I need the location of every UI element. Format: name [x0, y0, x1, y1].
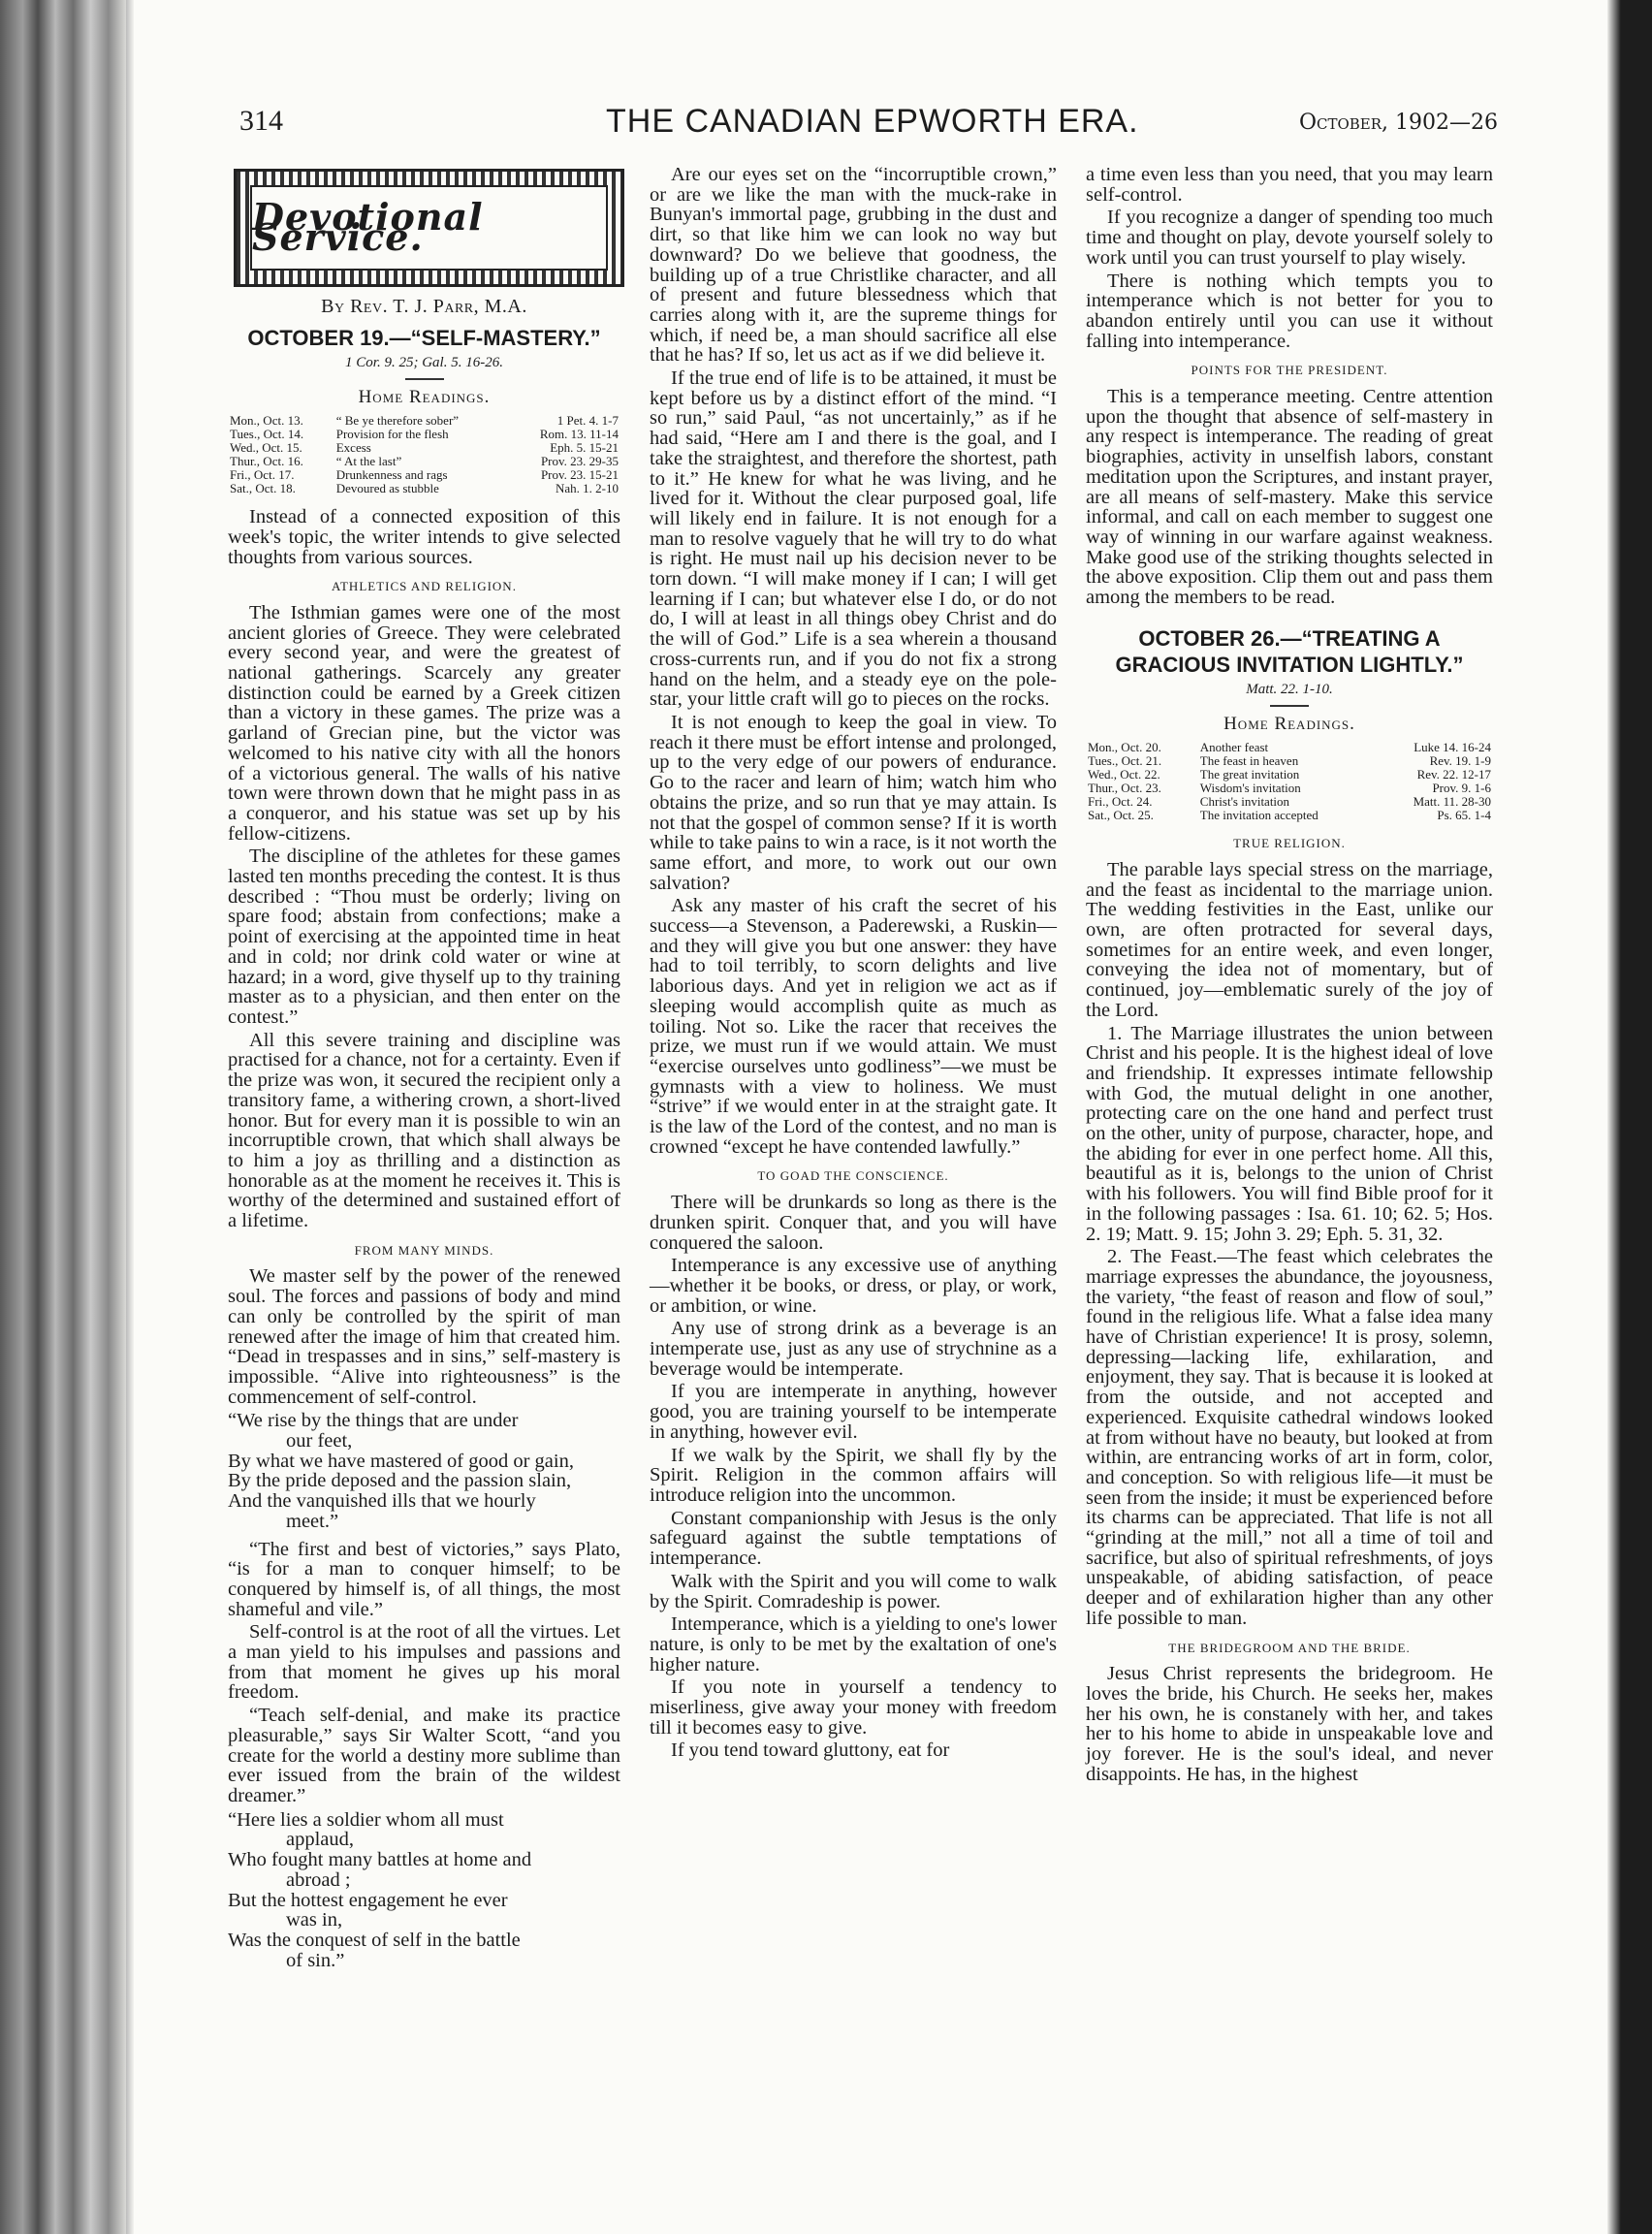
reading-day: Tues., Oct. 21.	[1088, 753, 1162, 769]
reading-ref: Matt. 11. 28-30	[1413, 794, 1491, 810]
reading-row	[1086, 754, 1493, 768]
paragraph: The parable lays special stress on the marriage, and the feast as incidental to the marriage union. The wedding festivities in the East, unlike our own, are often protracted for several days, sometimes for an entire week, and even longer, conveying the idea not of momentary, but of continued, joy—emblematic surely of the joy of the Lord.	[1086, 858, 1493, 1021]
reading-ref: Luke 14. 16-24	[1414, 740, 1491, 755]
reading-row	[228, 455, 620, 468]
paragraph: It is not enough to keep the goal in view. To reach it there must be effort intense and prolonged, up to the very edge of our powers of endurance. Go to the racer and learn of him; watch him who obtains the prize, and so run that ye may attain. Is not that the gospel of common sense? If it is worth while to take pains to win a race, is it not worth the same effort, and more, to work out our own salvation?	[650, 711, 1057, 894]
topic-heading: OCTOBER 19.—“SELF-MASTERY.”	[247, 325, 601, 350]
poem-line: of sin.”	[286, 1949, 345, 1971]
reading-row	[228, 468, 620, 482]
reading-ref: Rom. 13. 11-14	[539, 427, 619, 442]
paragraph: Any use of strong drink as a beverage is an intemperate use, just as any use of strychnine as a beverage would be intemperate.	[650, 1318, 1057, 1380]
reading-ref: Nah. 1. 2-10	[556, 481, 619, 496]
paragraph: Ask any master of his craft the secret of his success—a Stevenson, a Paderewski, a Ruskin—and they will give you but one answer: they have had to toil terribly, to scorn delights and live laborious days. And yet in religion we act as if sleeping would accomplish quite as much as toiling. Not so. Like the racer that receives the prize, we must run if we would attain. We must “exercise ourselves unto godliness”—we must be gymnasts with a view to holiness. We must “strive” if we would enter in at the straight gate. It is the law of the Lord of the contest, and no man is crowned “except he have contended lawfully.”	[650, 895, 1057, 1158]
paragraph: Jesus Christ represents the bridegroom. He loves the bride, his Church. He seeks her, makes her his own, he is constanely with her, and takes her to his home to abide in unspeakable love and joy forever. He is the soul's ideal, and never disappoints. He has, in the highest	[1086, 1663, 1493, 1785]
topic-reference: Matt. 22. 1-10.	[1246, 681, 1333, 697]
paragraph: Walk with the Spirit and you will come to walk by the Spirit. Comradeship is power.	[650, 1570, 1057, 1612]
reading-row	[228, 428, 620, 441]
journal-title: THE CANADIAN EPWORTH ERA.	[606, 103, 1139, 140]
reading-day: Wed., Oct. 22.	[1088, 767, 1160, 782]
reading-ref: Eph. 5. 15-21	[550, 440, 619, 456]
paragraph: There will be drunkards so long as there is the drunken spirit. Conquer that, and you will have conquered the saloon.	[650, 1192, 1057, 1254]
reading-text: The invitation accepted	[1199, 808, 1318, 823]
paragraph: Are our eyes set on the “incorruptible crown,” or are we like the man with the muck-rake in Bunyan's immortal page, grubbing in the dust and dirt, so that like him we can look no way but downward? Do we believe that goodness, the building up of a true Christlike character, and all of present and future blessedness which that carries along with it, are the supreme things for which, if need be, a man should sacrifice all else that he has? If so, let us act as if we did believe it.	[650, 164, 1057, 367]
reading-text: Wisdom's invitation	[1199, 781, 1301, 796]
reading-day: Sat., Oct. 18.	[230, 481, 296, 496]
column-2	[650, 165, 1057, 1764]
reading-ref: Prov. 9. 1-6	[1432, 781, 1491, 796]
paragraph: If you recognize a danger of spending too much time and thought on play, devote yourself solely to work until you can trust yourself to play wisely.	[1086, 207, 1493, 269]
running-header	[228, 105, 1517, 147]
reading-day: Fri., Oct. 24.	[1088, 794, 1153, 810]
reading-text: The feast in heaven	[1199, 753, 1299, 769]
reading-text: “ Be ye therefore sober”	[335, 413, 460, 429]
reading-day: Thur., Oct. 16.	[230, 454, 303, 469]
paragraph: Constant companionship with Jesus is the only safeguard against the subtle temptations of intemperance.	[650, 1507, 1057, 1570]
reading-ref: Ps. 65. 1-4	[1437, 808, 1491, 823]
poem-line: By the pride deposed and the passion slain,	[228, 1470, 572, 1492]
poem-line: was in,	[286, 1909, 343, 1931]
reading-day: Sat., Oct. 25.	[1088, 808, 1154, 823]
divider	[1270, 705, 1309, 707]
paragraph: 2. The Feast.—The feast which celebrates the marriage expresses the abundance, the joyousness, the variety, “the feast of reason and flow of soul,” found in the religious life. What a false idea many have of Christian experience! It is prosy, solemn, depressing—lacking life, exhilaration, and enjoyment, they say. That is because it is looked at from the outside, and not accepted and experienced. Exquisite cathedral windows looked at from without have no beauty, but looked at from within, are entrancing works of art in form, color, and conception. So with religious life—it must be seen from the inside; it must be experienced before its charms can be appreciated. That life is not all “grinding at the mill,” not all a time of toil and sacrifice, but also of spiritual refreshments, of joys unspeakable, of abiding satisfaction, of peace deeper and of exhilaration higher than any other life possible to man.	[1086, 1246, 1493, 1629]
reading-text: Christ's invitation	[1199, 794, 1290, 810]
paragraph: Instead of a connected exposition of this week's topic, the writer intends to give selected thoughts from various sources.	[228, 506, 620, 568]
reading-row	[228, 441, 620, 455]
paragraph: “Teach self-denial, and make its practice pleasurable,” says Sir Walter Scott, “and you create for the world a destiny more sublime than ever issued from the brain of the wildest dreamer.”	[228, 1705, 620, 1806]
poem-quote	[228, 1810, 620, 1971]
paragraph: a time even less than you need, that you may learn self-control.	[1086, 164, 1493, 206]
paragraph: This is a temperance meeting. Centre attention upon the thought that absence of self-mastery in any respect is intemperance. The reading of great biographies, activity in unselfish labors, constant meditation upon the Scriptures, and instant prayer, are all means of self-mastery. Make this service informal, and call on each member to suggest one way of winning in our warfare against weakness. Make good use of the striking thoughts selected in the above exposition. Clip them out and pass them among the members to be read.	[1086, 386, 1493, 609]
paragraph: If you are intemperate in anything, however good, you are training yourself to be intemperate in anything, however evil.	[650, 1381, 1057, 1443]
poem-quote	[228, 1411, 620, 1531]
subheading: POINTS FOR THE PRESIDENT.	[1191, 363, 1388, 378]
poem-line: applaud,	[286, 1829, 355, 1851]
issue-date: October, 1902—26	[1298, 111, 1498, 135]
paragraph: If the true end of life is to be attained, it must be kept before us by a distinct effort of the mind. “I so run,” said Paul, “as not uncertainly,” as if he had said, “Here am I and there is the goal, and I take the straightest, and therefore the shortest, path to it.” He knew for what he was living, and he lived for it. Without the clear purposed goal, life will likely end in failure. It is not enough for a man to resolve vaguely that he will try to do what is right. He must nail up his decision never to be torn down. “I will make money if I can; I will get learning if I can; but whatever else I do, or do not do, I will at least in all things obey Christ and do the will of God.” Life is a sea wherein a thousand cross-currents run, and if you do not fix a strong hand on the helm, and a steady eye on the pole-star, your little craft will go to pieces on the rocks.	[650, 367, 1057, 711]
subheading: TO GOAD THE CONSCIENCE.	[757, 1168, 949, 1184]
divider	[405, 378, 444, 380]
reading-row	[1086, 741, 1493, 754]
paragraph: Intemperance, which is a yielding to one's lower nature, is only to be met by the exaltation of one's higher nature.	[650, 1613, 1057, 1676]
subheading: TRUE RELIGION.	[1233, 836, 1346, 851]
reading-row	[1086, 768, 1493, 782]
page	[228, 0, 1517, 2234]
poem-line: meet.”	[286, 1510, 339, 1532]
poem-line: our feet,	[286, 1430, 353, 1452]
reading-text: Drunkenness and rags	[335, 467, 448, 483]
topic-heading: OCTOBER 26.—“TREATING A GRACIOUS INVITATION LIGHTLY.”	[1115, 625, 1464, 677]
reading-row	[228, 482, 620, 495]
reading-day: Wed., Oct. 15.	[230, 440, 302, 456]
subheading: ATHLETICS AND RELIGION.	[332, 579, 517, 594]
column-1	[228, 165, 620, 1978]
reading-day: Mon., Oct. 20.	[1088, 740, 1161, 755]
paragraph: The discipline of the athletes for these games lasted ten months preceding the contest. It is thus described : “Thou must be orderly; living on spare food; abstain from confections; make a point of exercising at the appointed time in heat and in cold; nor drink cold water or wine at hazard; in a word, give thyself up to thy training master as to a physician, and then enter on the contest.”	[228, 846, 620, 1028]
paragraph: We master self by the power of the renewed soul. The forces and passions of body and mind can only be controlled by the spirit of man renewed after the image of him that created him. “Dead in trespasses and in sins,” self-mastery is impossible. “Alive into righteousness” is the commencement of self-control.	[228, 1265, 620, 1408]
paragraph: There is nothing which tempts you to intemperance which is not better for you to abandon entirely until you can use it without falling into intemperance.	[1086, 270, 1493, 352]
reading-ref: Rev. 22. 12-17	[1416, 767, 1491, 782]
section-title-frame	[234, 169, 624, 287]
reading-row	[1086, 809, 1493, 822]
home-readings-table	[1086, 741, 1493, 822]
reading-ref: 1 Pet. 4. 1-7	[556, 413, 619, 429]
reading-ref: Rev. 19. 1-9	[1429, 753, 1491, 769]
section-title: Devotional Service.	[252, 195, 484, 259]
reading-day: Fri., Oct. 17.	[230, 467, 295, 483]
paragraph: All this severe training and discipline was practised for a chance, not for a certainty. Even if the prize was won, it secured the recipient only a transitory fame, a withering crown, a short-lived honor. But for every man it is possible to win an incorruptible crown, that which shall always be to him a joy as thrilling and a distinction as honorable as at the moment he receives it. This is worthy of the determined and sustained effort of a lifetime.	[228, 1029, 620, 1232]
reading-text: Excess	[335, 440, 371, 456]
poem-line: Was the conquest of self in the battle	[228, 1929, 521, 1951]
paragraph: 1. The Marriage illustrates the union between Christ and his people. It is the highest ideal of love and friendship. It expresses intimate fellowship with God, the mutual delight in one another, protecting care on the one hand and perfect trust on the other, unity of purpose, character, hope, and the abiding for ever in one perfect home. All this, beautiful as it is, belongs to the union of Christ with his followers. You will find Bible proof for it in the following passages : Isa. 61. 10; 62. 5; Hos. 2. 19; Matt. 9. 15; John 3. 29; Eph. 5. 31, 32.	[1086, 1022, 1493, 1245]
paragraph: If you tend toward gluttony, eat for	[671, 1739, 950, 1762]
page-gutter	[126, 0, 134, 2234]
paragraph: If you note in yourself a tendency to miserliness, give away your money with freedom till it becomes easy to give.	[650, 1676, 1057, 1739]
reading-day: Thur., Oct. 23.	[1088, 781, 1161, 796]
paragraph: Intemperance is any excessive use of anything—whether it be books, or dress, or play, or work, or ambition, or wine.	[650, 1255, 1057, 1317]
subheading: FROM MANY MINDS.	[354, 1242, 494, 1258]
poem-line: By what we have mastered of good or gain,	[228, 1450, 574, 1472]
subheading: THE BRIDEGROOM AND THE BRIDE.	[1168, 1640, 1411, 1655]
reading-row	[228, 414, 620, 428]
poem-line: “Here lies a soldier whom all must	[228, 1808, 504, 1831]
poem-line: abroad ;	[286, 1868, 351, 1891]
poem-line: “We rise by the things that are under	[228, 1410, 519, 1432]
poem-line: Who fought many battles at home and	[228, 1849, 532, 1871]
page-number: 314	[239, 105, 283, 137]
reading-text: “ At the last”	[335, 454, 402, 469]
reading-day: Mon., Oct. 13.	[230, 413, 303, 429]
reading-text: Another feast	[1199, 740, 1269, 755]
reading-row	[1086, 782, 1493, 795]
paragraph: The Isthmian games were one of the most ancient glories of Greece. They were celebrated every second year, and were the greatest of national gatherings. Scarcely any greater distinction could be earned by a Greek citizen than a victory in these games. The prize was a garland of Grecian pine, but the victor was welcomed to his native city with all the honors of a victorious general. The walls of his native town were thrown down that he might pass in as a conqueror, and his statue was set up by his fellow-citizens.	[228, 601, 620, 845]
home-readings-title: Home Readings.	[358, 387, 491, 408]
reading-ref: Prov. 23. 15-21	[540, 467, 619, 483]
reading-text: Provision for the flesh	[335, 427, 449, 442]
home-readings-table	[228, 414, 620, 495]
paragraph: If we walk by the Spirit, we shall fly by the Spirit. Religion in the common affairs will introduce religion into the uncommon.	[650, 1444, 1057, 1506]
paragraph: “The first and best of victories,” says Plato, “is for a man to conquer himself; to be conquered by himself is, of all things, the most shameful and vile.”	[228, 1538, 620, 1620]
next-page-edge	[1607, 0, 1652, 2234]
poem-line: And the vanquished ills that we hourly	[228, 1490, 536, 1513]
reading-text: The great invitation	[1199, 767, 1300, 782]
reading-row	[1086, 795, 1493, 809]
paragraph: Self-control is at the root of all the virtues. Let a man yield to his impulses and passions and from that moment he gives up his moral freedom.	[228, 1621, 620, 1704]
poem-line: But the hottest engagement he ever	[228, 1889, 508, 1911]
reading-text: Devoured as stubble	[335, 481, 439, 496]
reading-ref: Prov. 23. 29-35	[540, 454, 619, 469]
reading-day: Tues., Oct. 14.	[230, 427, 304, 442]
topic-reference: 1 Cor. 9. 25; Gal. 5. 16-26.	[345, 354, 503, 370]
column-3	[1086, 165, 1493, 1788]
home-readings-title: Home Readings.	[1223, 714, 1355, 735]
byline: By Rev. T. J. Parr, M.A.	[321, 296, 527, 317]
book-spine	[0, 0, 126, 2234]
